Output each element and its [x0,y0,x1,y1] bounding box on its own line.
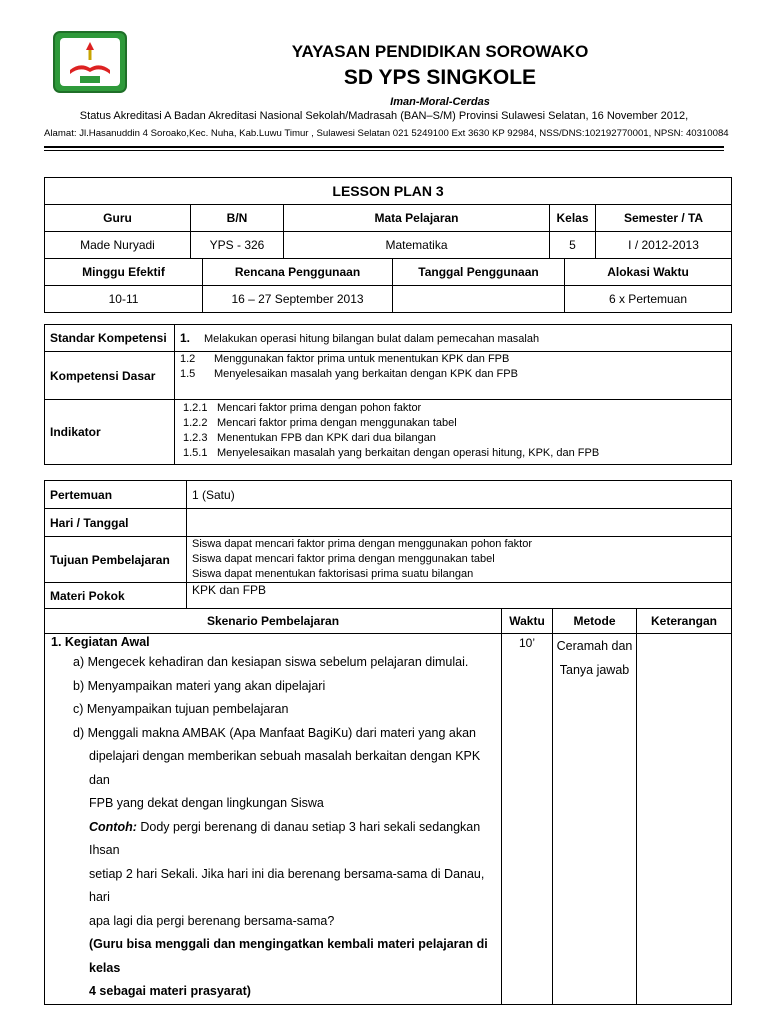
list-item: 1.5.1 Menyelesaikan masalah yang berkaitan dengan operasi hitung, KPK, dan FPB [183,447,600,459]
materi-value: KPK dan FPB [187,583,732,609]
step-d-line2: dipelajari dengan memberikan sebuah masalah berkaitan dengan KPK dan [89,749,481,787]
step-d-line1: d) Menggali makna AMBAK (Apa Manfaat BagiKu) dari materi yang akan [73,725,476,740]
motto: Iman-Moral-Cerdas [390,96,490,108]
value-mapel: Matematika [284,232,550,259]
note-line1: (Guru bisa menggali dan mengingatkan kembali materi pelajaran di kelas [89,937,488,975]
waktu-value: 10’ [502,634,553,1005]
value-minggu: 10-11 [45,286,203,313]
header-keterangan: Keterangan [637,609,732,634]
header-divider-thin [44,150,724,151]
metode-line1: Ceramah dan [556,639,633,653]
header-semester: Semester / TA [596,205,732,232]
header-mapel: Mata Pelajaran [284,205,550,232]
indikator-label: Indikator [45,400,175,465]
list-item: 1.2 Menggunakan faktor prima untuk menentukan KPK dan FPB [180,353,510,365]
header-bn: B/N [191,205,284,232]
step-b: b) Menyampaikan materi yang akan dipelajari [73,678,326,693]
meeting-table [44,480,732,1005]
tujuan-label: Tujuan Pembelajaran [45,537,187,583]
value-kelas: 5 [550,232,596,259]
value-guru: Made Nuryadi [45,232,191,259]
skenario-cell [45,634,502,1005]
example-line1: Contoh: Dody pergi berenang di danau setiap 3 hari sekali sedangkan Ihsan [89,819,481,857]
kd-cell [175,352,732,400]
header-metode: Metode [553,609,637,634]
step-d-line3: FPB yang dekat dengan lingkungan Siswa [89,796,324,810]
header-divider [44,146,724,148]
value-semester: I / 2012-2013 [596,232,732,259]
foundation-name: YAYASAN PENDIDIKAN SOROWAKO [291,42,589,61]
keterangan-cell [637,634,732,1005]
accreditation-text: Status Akreditasi A Badan Akreditasi Nasional Sekolah/Madrasah (BAN–S/M) Provinsi Sulawesi Selatan, 16 November 2012, [79,110,689,122]
example-label: Contoh: [89,819,137,834]
note-line2: 4 sebagai materi prasyarat) [89,984,251,998]
metode-cell [553,634,637,1005]
sk-cell [175,325,732,352]
step-c: c) Menyampaikan tujuan pembelajaran [73,702,289,716]
header-skenario: Skenario Pembelajaran [45,609,502,634]
pertemuan-value: 1 (Satu) [187,481,732,509]
sk-text: Melakukan operasi hitung bilangan bulat dalam pemecahan masalah [204,333,540,345]
sk-number: 1. [180,331,191,345]
school-name: SD YPS SINGKOLE [343,66,537,89]
list-item: 1.5 Menyelesaikan masalah yang berkaitan dengan KPK dan FPB [180,368,518,380]
header-minggu: Minggu Efektif [45,259,203,286]
list-item: Siswa dapat menentukan faktorisasi prima suatu bilangan [192,568,474,580]
header-alokasi: Alokasi Waktu [565,259,732,286]
activity-title: 1. Kegiatan Awal [51,635,150,649]
kd-label: Kompetensi Dasar [45,352,175,400]
header-waktu: Waktu [502,609,553,634]
hari-label: Hari / Tanggal [45,509,187,537]
indikator-cell [175,400,732,465]
example-line3: apa lagi dia pergi berenang bersama-sama? [89,913,335,928]
materi-label: Materi Pokok [45,583,187,609]
list-item: Siswa dapat mencari faktor prima dengan menggunakan tabel [192,553,495,565]
competency-table [44,324,732,465]
lesson-plan-title: LESSON PLAN 3 [45,178,732,205]
value-rencana: 16 – 27 September 2013 [203,286,393,313]
list-item: 1.2.2 Mencari faktor prima dengan menggunakan tabel [183,417,457,429]
value-tanggal [393,286,565,313]
metode-line2: Tanya jawab [559,663,630,677]
header-kelas: Kelas [550,205,596,232]
list-item: 1.2.3 Menentukan FPB dan KPK dari dua bilangan [183,432,436,444]
lesson-plan-table [44,177,732,259]
value-bn: YPS - 326 [191,232,284,259]
school-logo-icon [52,30,128,94]
header-guru: Guru [45,205,191,232]
list-item: Siswa dapat mencari faktor prima dengan menggunakan pohon faktor [192,538,532,550]
sk-label: Standar Kompetensi [45,325,175,352]
value-alokasi: 6 x Pertemuan [565,286,732,313]
header-rencana: Rencana Penggunaan [203,259,393,286]
header-tanggal: Tanggal Penggunaan [393,259,565,286]
example-line2: setiap 2 hari Sekali. Jika hari ini dia berenang bersama-sama di Danau, hari [89,866,485,904]
pertemuan-label: Pertemuan [45,481,187,509]
tujuan-cell [187,537,732,583]
hari-value [187,509,732,537]
list-item: 1.2.1 Mencari faktor prima dengan pohon faktor [183,402,422,414]
address-text: Alamat: Jl.Hasanuddin 4 Soroako,Kec. Nuha, Kab.Luwu Timur , Sulawesi Selatan 021 5249100 Ext 3630 KP 92984, NSS/DNS:102192770001, NPSN: 40310084 [44,128,729,139]
schedule-table [44,258,732,313]
step-a: a) Mengecek kehadiran dan kesiapan siswa sebelum pelajaran dimulai. [73,655,469,669]
